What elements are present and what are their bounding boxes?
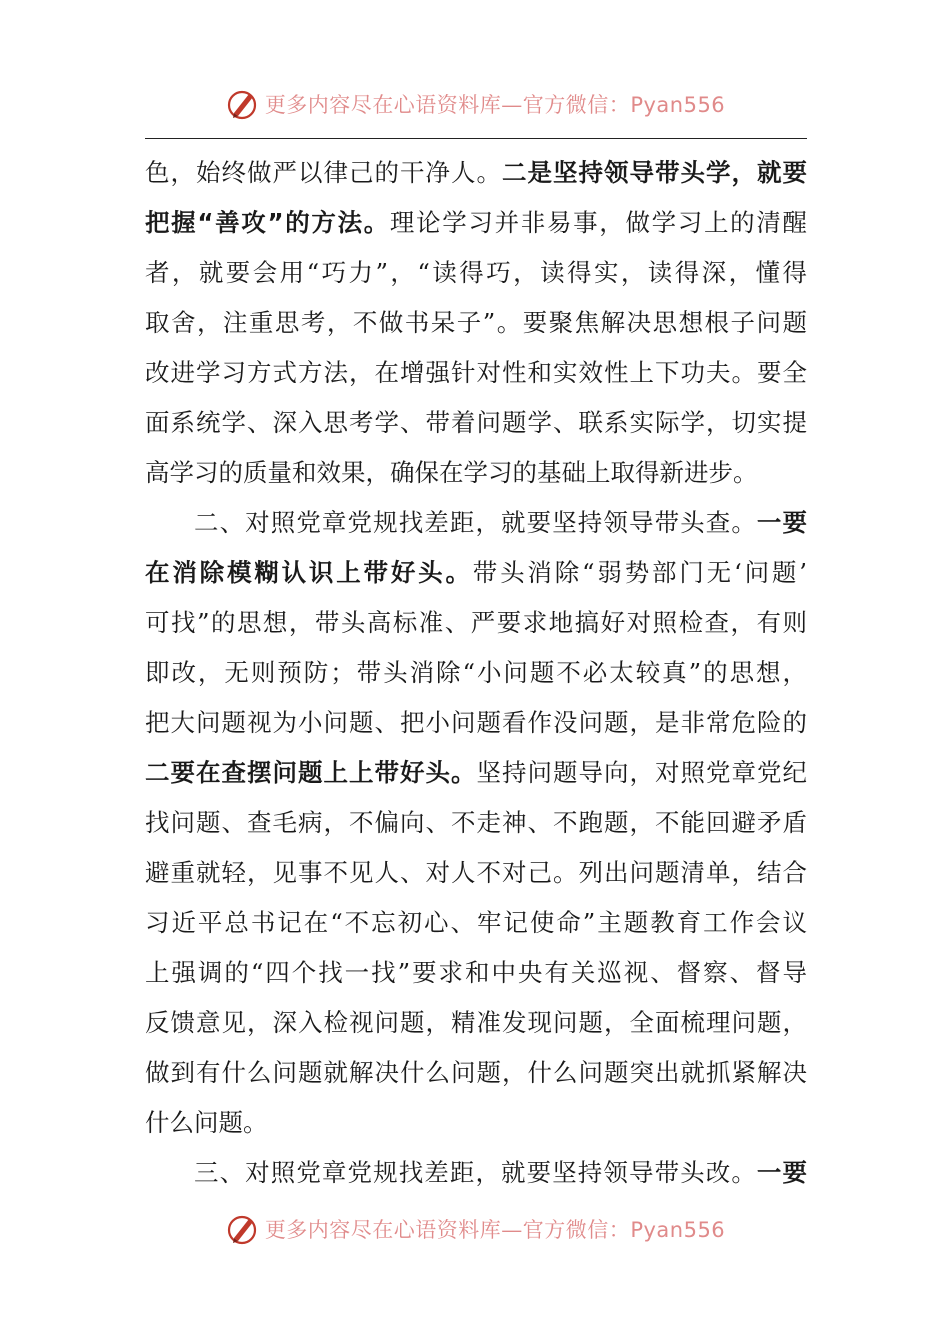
text-line bbox=[145, 748, 807, 798]
header-watermark-banner bbox=[0, 82, 950, 126]
text-line bbox=[145, 398, 807, 448]
watermark-wechat-id: Pyan556 bbox=[630, 1218, 726, 1242]
text-line bbox=[145, 448, 807, 498]
document-body bbox=[145, 148, 807, 1198]
text-line bbox=[145, 248, 807, 298]
text-segment: 习近平总书记在“不忘初心、牢记使命”主题教育工作会议 bbox=[145, 908, 807, 937]
text-segment: 带头消除“弱势部门无‘问题’ bbox=[472, 558, 807, 587]
text-line bbox=[145, 598, 807, 648]
text-line bbox=[145, 348, 807, 398]
text-segment: 可找”的思想，带头高标准、严要求地搞好对照检查，有则 bbox=[145, 608, 807, 637]
text-segment: 坚持问题导向，对照党章党纪 bbox=[476, 758, 807, 787]
text-line bbox=[145, 798, 807, 848]
text-segment: 者，就要会用“巧力”，“读得巧，读得实，读得深，懂得 bbox=[145, 258, 807, 287]
pen-circle-logo-icon bbox=[225, 1211, 261, 1247]
bold-text-segment: 把握“善攻”的方法。 bbox=[145, 208, 390, 237]
text-line bbox=[145, 998, 807, 1048]
text-segment: 二、对照党章党规找差距，就要坚持领导带头查。 bbox=[194, 508, 757, 537]
text-line bbox=[145, 898, 807, 948]
text-segment: 理论学习并非易事，做学习上的清醒 bbox=[389, 208, 807, 237]
text-line bbox=[145, 498, 807, 548]
text-segment: 什么问题。 bbox=[145, 1108, 268, 1137]
bold-text-segment: 二是坚持领导带头学，就要 bbox=[502, 158, 807, 187]
pen-circle-logo-icon bbox=[225, 86, 261, 122]
text-line bbox=[145, 698, 807, 748]
text-segment: 上强调的“四个找一找”要求和中央有关巡视、督察、督导 bbox=[145, 958, 807, 987]
footer-watermark-banner bbox=[0, 1207, 950, 1251]
watermark-text bbox=[265, 89, 725, 119]
watermark-text bbox=[265, 1214, 725, 1244]
text-segment: 做到有什么问题就解决什么问题，什么问题突出就抓紧解决 bbox=[145, 1058, 807, 1087]
text-segment: 取舍，注重思考，不做书呆子”。要聚焦解决思想根子问题 bbox=[145, 308, 807, 337]
watermark-text-main: 更多内容尽在心语资料库—官方微信： bbox=[264, 1218, 631, 1242]
text-segment: 把大问题视为小问题、把小问题看作没问题，是非常危险的 bbox=[145, 708, 807, 737]
text-line bbox=[145, 148, 807, 198]
text-segment: 反馈意见，深入检视问题，精准发现问题，全面梳理问题， bbox=[145, 1008, 807, 1037]
text-line bbox=[145, 198, 807, 248]
text-line bbox=[145, 1048, 807, 1098]
bold-text-segment: 一要 bbox=[756, 1158, 807, 1187]
text-segment: 改进学习方式方法，在增强针对性和实效性上下功夫。要全 bbox=[145, 358, 807, 387]
bold-text-segment: 一要 bbox=[756, 508, 807, 537]
text-line bbox=[145, 848, 807, 898]
text-segment: 三、对照党章党规找差距，就要坚持领导带头改。 bbox=[194, 1158, 757, 1187]
text-line bbox=[145, 548, 807, 598]
text-segment: 面系统学、深入思考学、带着问题学、联系实际学，切实提 bbox=[145, 408, 807, 437]
watermark-wechat-id: Pyan556 bbox=[630, 93, 726, 117]
bold-text-segment: 在消除模糊认识上带好头。 bbox=[145, 558, 473, 587]
text-line bbox=[145, 1098, 807, 1148]
text-line bbox=[145, 948, 807, 998]
text-segment: 色，始终做严以律己的干净人。 bbox=[145, 158, 502, 187]
text-segment: 避重就轻，见事不见人、对人不对己。列出问题清单，结合 bbox=[145, 858, 807, 887]
text-segment: 即改，无则预防；带头消除“小问题不必太较真”的思想， bbox=[145, 658, 807, 687]
text-segment: 找问题、查毛病，不偏向、不走神、不跑题，不能回避矛盾 bbox=[145, 808, 807, 837]
watermark-text-main: 更多内容尽在心语资料库—官方微信： bbox=[264, 93, 631, 117]
text-line bbox=[145, 1148, 807, 1198]
text-line bbox=[145, 298, 807, 348]
header-divider bbox=[145, 138, 807, 139]
bold-text-segment: 二要在查摆问题上上带好头。 bbox=[145, 758, 477, 787]
text-segment: 高学习的质量和效果，确保在学习的基础上取得新进步。 bbox=[145, 458, 758, 487]
text-line bbox=[145, 648, 807, 698]
